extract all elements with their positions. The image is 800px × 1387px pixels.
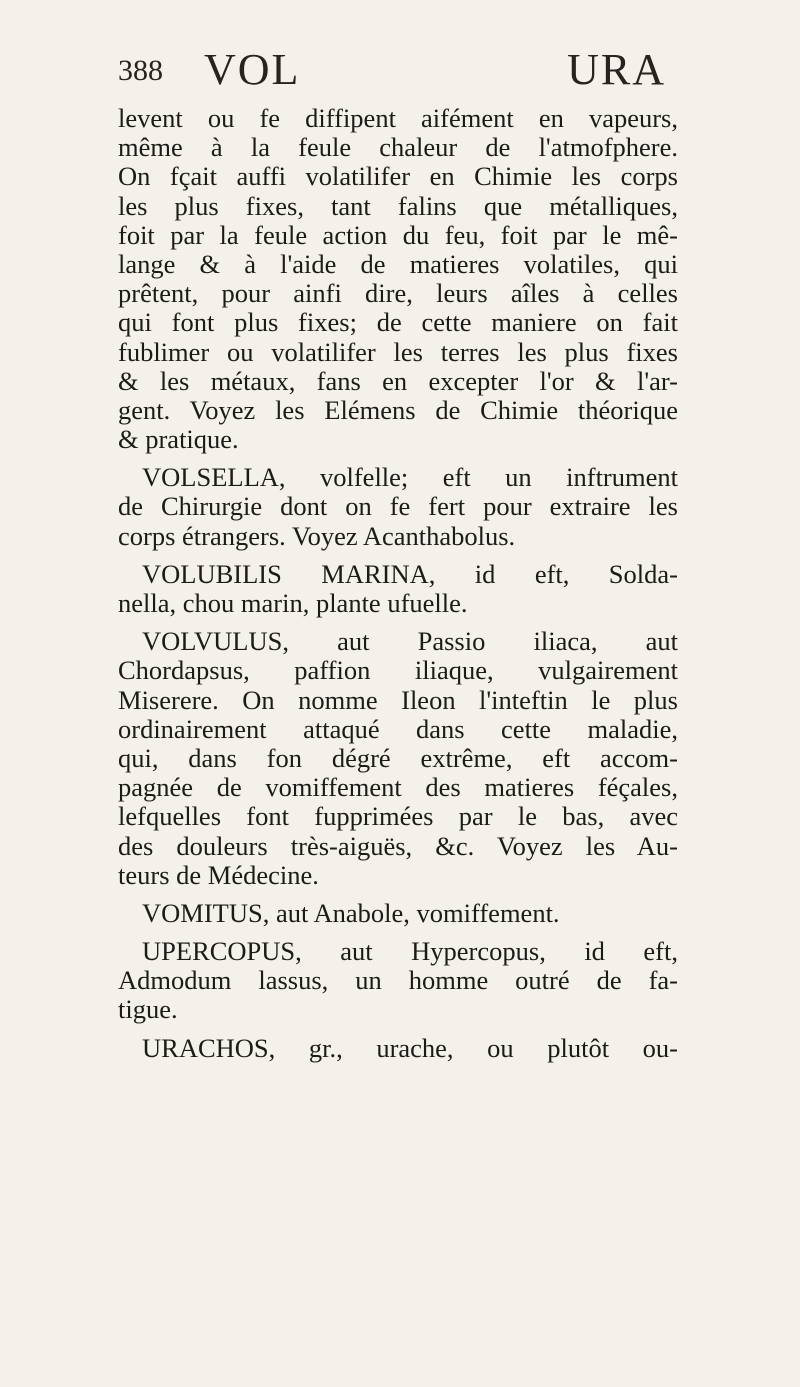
text-line: gent. Voyez les Elémens de Chimie théorique — [118, 394, 678, 425]
text-line: VOMITUS, aut Anabole, vomiffement. — [142, 897, 560, 928]
text-line: fublimer ou volatilifer les terres les plus fixes — [118, 336, 678, 367]
text-line: qui font plus fixes; de cette maniere on fait — [118, 307, 678, 338]
text-line: levent ou fe diffipent aifément en vapeurs, — [118, 103, 678, 133]
text-line: qui, dans fon dégré extrême, eft accom- — [118, 742, 678, 773]
text-line: Chordapsus, paffion iliaque, vulgairement — [118, 655, 678, 686]
text-line: pagnée de vomiffement des matieres féçales, — [118, 772, 678, 803]
text-line: UPERCOPUS, aut Hypercopus, id eft, — [142, 936, 678, 967]
text-line: même à la feule chaleur de l'atmofphere. — [118, 132, 678, 163]
running-header — [118, 40, 678, 100]
header-right-title: URA — [567, 45, 666, 94]
text-line: VOLUBILIS MARINA, id eft, Solda- — [142, 558, 678, 589]
text-line: prêtent, pour ainfi dire, leurs aîles à celles — [118, 278, 678, 309]
text-line: ordinairement attaqué dans cette maladie, — [118, 713, 678, 744]
text-line: des douleurs très-aiguës, &c. Voyez les Au- — [118, 830, 678, 861]
text-line: nella, chou marin, plante ufuelle. — [118, 588, 468, 618]
text-line: Admodum lassus, un homme outré de fa- — [118, 965, 678, 996]
text-line: foit par la feule action du feu, foit par le mê- — [118, 219, 678, 250]
text-line: URACHOS, gr., urache, ou plutôt ou- — [142, 1032, 678, 1063]
text-line: & les métaux, fans en excepter l'or & l'ar- — [118, 365, 678, 396]
text-line: VOLVULUS, aut Passio iliaca, aut — [142, 626, 678, 657]
text-line: lefquelles font fupprimées par le bas, avec — [118, 801, 678, 832]
text-line: On fçait auffi volatilifer en Chimie les corps — [118, 161, 678, 192]
text-line: corps étrangers. Voyez Acanthabolus. — [118, 520, 516, 551]
header-left-title: VOL — [204, 45, 301, 94]
text-line: tigue. — [118, 994, 178, 1025]
text-line: & pratique. — [118, 424, 239, 455]
text-line: teurs de Médecine. — [118, 859, 319, 890]
text-line: Miserere. On nomme Ileon l'inteftin le plus — [118, 684, 678, 715]
text-line: VOLSELLA, volfelle; eft un inftrument — [142, 462, 678, 493]
text-column — [118, 104, 678, 1063]
text-line: lange & à l'aide de matieres volatiles, qui — [118, 248, 678, 279]
text-line: de Chirurgie dont on fe fert pour extraire les — [118, 491, 678, 522]
text-line: les plus fixes, tant falins que métalliques, — [118, 190, 678, 221]
page-number: 388 — [118, 54, 163, 87]
